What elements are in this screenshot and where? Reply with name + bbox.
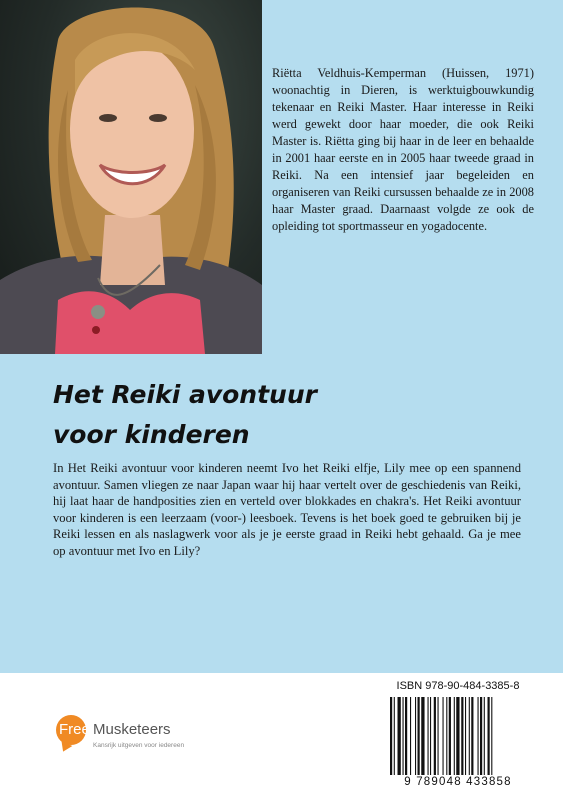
- barcode-icon: [388, 697, 528, 777]
- book-title-line-1: Het Reiki avontuur: [53, 380, 317, 409]
- isbn-label: ISBN 978-90-484-3385-8: [396, 680, 520, 692]
- book-blurb: In Het Reiki avontuur voor kinderen neemt Ivo het Reiki elfje, Lily mee op een spannend avontuur. Samen vliegen ze naar Japan waar hij haar vertelt over de geschiedenis van Reiki, hij laat haar de handposities zien en verteld over blokkades en chakra's. Het Reiki avontuur voor kinderen is een leerzaam (voor-) leesboek. Tevens is het boek goed te gebruiken bij je Reiki lessen en als naslagwerk voor als je je eerste graad in Reiki hebt gehaald. Ga je mee op avontuur met Ivo en Lily?: [53, 461, 521, 558]
- book-title: [53, 375, 317, 455]
- publisher-name-part1: Free: [59, 721, 90, 738]
- author-photo: [0, 0, 262, 354]
- publisher-name-part2: Musketeers: [93, 721, 171, 738]
- isbn-block: [378, 680, 538, 792]
- publisher-logo: [56, 710, 196, 760]
- author-bio: Riëtta Veldhuis-Kemperman (Huissen, 1971) woonachtig in Dieren, is werktuigbouwkundig tekenaar en Reiki Master. Haar interesse in Reiki werd gewekt door haar moeder, die ook Reiki Master is. Riëtta ging bij haar in de leer en behaalde in 2001 haar eerste en in 2005 haar tweede graad in Reiki. Na een intensief jaar begeleiden en organiseren van Reiki cursussen behaalde ze in 2008 haar Master graad. Daarnaast volgde ze ook de opleiding tot sportmasseur en yogadocente.: [272, 66, 534, 233]
- publisher-tagline: Kansrijk uitgeven voor iedereen: [93, 742, 185, 749]
- author-portrait-image: [0, 0, 262, 354]
- barcode-digits: 9 789048 433858: [404, 776, 512, 788]
- book-title-line-2: voor kinderen: [53, 420, 250, 449]
